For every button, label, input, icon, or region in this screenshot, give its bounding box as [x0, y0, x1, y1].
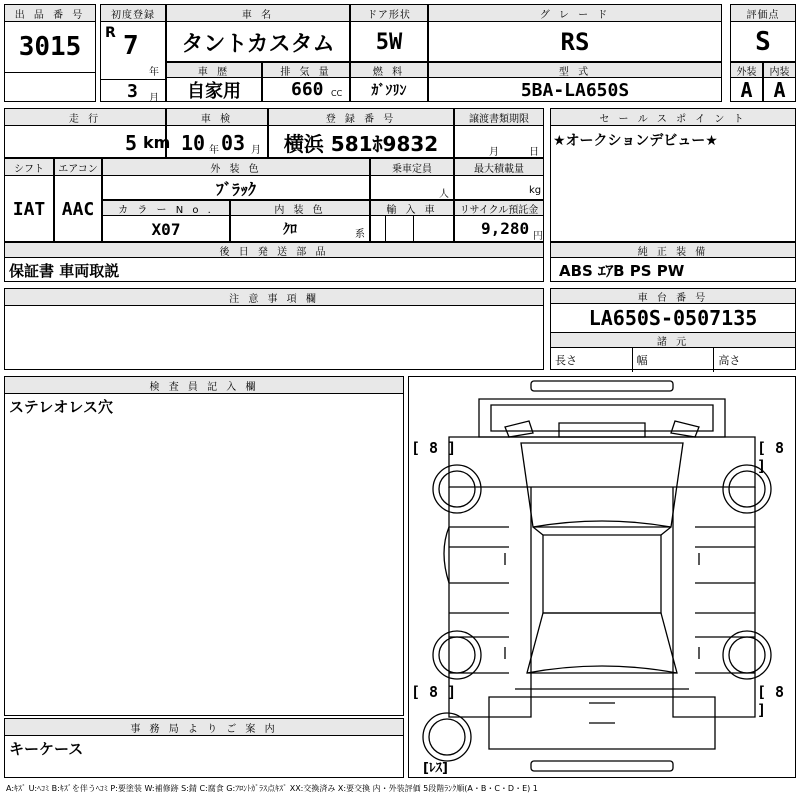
parts-label: 後 日 発 送 部 品 — [5, 243, 543, 258]
parts-box — [4, 242, 544, 282]
sales-point: ★オークションデビュー★ — [553, 133, 718, 149]
inspection-label: 車 検 — [167, 109, 267, 126]
history: 自家用 — [187, 81, 241, 102]
inspection-year: 10 — [181, 131, 206, 155]
office-notes: キーケース — [9, 740, 84, 758]
spare-tire-label: [ﾚｽ] — [423, 761, 448, 776]
exterior-box — [730, 62, 763, 102]
max-load-label: 最大積載量 — [455, 159, 543, 176]
legend: A:ｷｽﾞ U:ﾍｺﾐ B:ｷｽﾞを伴うﾍｺﾐ P:要塗装 W:補修跡 S:錆 C:腐食 G:ﾌﾛﾝﾄｶﾞﾗｽ点ｷｽﾞ XX:交換済み X:要交換 内・外装評価 5段階ﾗﾝｸ順(A・B・C・D・E) 1 — [6, 784, 538, 793]
interior-box — [763, 62, 796, 102]
air-conditioner: AAC — [61, 198, 95, 220]
chassis-label: 車 台 番 号 — [551, 289, 795, 304]
inspection-month-unit: 月 — [251, 145, 261, 156]
door-box — [350, 4, 428, 62]
fuel: ｶﾞｿﾘﾝ — [371, 83, 407, 99]
max-load-unit: kg — [529, 185, 542, 196]
registration-label: 登 録 番 号 — [269, 109, 453, 126]
import-box — [370, 200, 454, 242]
capacity-box — [370, 158, 454, 200]
inspector-label: 検 査 員 記 入 欄 — [5, 377, 403, 394]
mileage-label: 走 行 — [5, 109, 165, 126]
interior-color-label: 内 装 色 — [231, 201, 369, 216]
chassis-number: LA650S-0507135 — [588, 306, 758, 330]
grade-box — [428, 4, 722, 62]
exterior-color: ﾌﾞﾗｯｸ — [215, 179, 256, 199]
interior-label: 内装 — [764, 63, 795, 78]
interior-color-unit: 系 — [355, 229, 365, 240]
equipment-box — [550, 242, 796, 282]
lot-number-label: 出 品 番 号 — [5, 5, 95, 22]
tire-label-rear-left: [ 8 ] — [411, 683, 457, 701]
model: 5BA-LA650S — [520, 79, 630, 101]
interior-grade: A — [773, 78, 786, 102]
equipment-label: 純 正 装 備 — [551, 243, 795, 258]
exterior-color-box — [102, 158, 370, 200]
inspection-year-unit: 年 — [209, 145, 219, 156]
chassis-box — [550, 288, 796, 370]
year-unit: 年 — [149, 67, 159, 78]
transfer-box — [454, 108, 544, 158]
exterior-grade: A — [740, 78, 753, 102]
car-name-label: 車 名 — [167, 5, 349, 22]
grade-label: グ レ ー ド — [429, 5, 721, 22]
inspector-box — [4, 376, 404, 716]
grade: RS — [560, 28, 590, 56]
parts-to-ship: 保証書 車両取説 — [9, 262, 120, 280]
color-no-label: カ ラ ー N o . — [103, 201, 229, 216]
height-label: 高さ — [718, 354, 741, 367]
exterior-color-label: 外 装 色 — [103, 159, 369, 176]
sales-point-label: セ ー ル ス ポ イ ン ト — [551, 109, 795, 126]
transfer-month-unit: 月 — [489, 147, 499, 158]
month-unit: 月 — [149, 93, 159, 104]
lot-number-box — [4, 4, 96, 102]
inspector-notes: ステレオレス穴 — [9, 398, 113, 416]
color-number: X07 — [151, 219, 181, 239]
equipment: ABS ｴｱB PS PW — [559, 262, 685, 280]
color-no-box — [102, 200, 230, 242]
tire-label-rear-right: [ 8 ] — [757, 683, 785, 719]
tire-label-front-left: [ 8 ] — [411, 439, 457, 457]
displacement-box — [262, 62, 350, 102]
score-box — [730, 4, 796, 62]
displacement-unit: CC — [331, 89, 343, 98]
score-label: 評価点 — [731, 5, 795, 22]
length-label: 長さ — [551, 348, 633, 372]
shift: IAT — [12, 198, 46, 220]
transfer-day-unit: 日 — [529, 147, 539, 158]
fuel-box — [350, 62, 428, 102]
car-name-box — [166, 4, 350, 62]
history-box — [166, 62, 262, 102]
shift-box — [4, 158, 54, 242]
history-label: 車 歴 — [167, 63, 261, 78]
width-label: 幅 — [633, 348, 715, 372]
capacity-label: 乗車定員 — [371, 159, 453, 176]
car-diagram-svg — [409, 377, 795, 777]
tire-label-front-right: [ 8 ] — [757, 439, 785, 475]
inspection-box — [166, 108, 268, 158]
ac-label: エアコン — [55, 159, 101, 176]
max-load-box — [454, 158, 544, 200]
shift-label: シフト — [5, 159, 53, 176]
capacity-unit: 人 — [439, 189, 449, 200]
first-registration-month: 3 — [127, 81, 138, 102]
first-registration-box — [100, 4, 166, 102]
car-name: タントカスタム — [181, 31, 335, 57]
recycle-unit: 円 — [533, 231, 543, 242]
notes-label: 注 意 事 項 欄 — [5, 289, 543, 306]
mileage-unit: km — [143, 133, 171, 152]
model-box — [428, 62, 722, 102]
inspection-month: 03 — [221, 131, 246, 155]
displacement-label: 排 気 量 — [263, 63, 349, 78]
exterior-label: 外装 — [731, 63, 762, 78]
interior-color-box — [230, 200, 370, 242]
registration-box — [268, 108, 454, 158]
office-label: 事 務 局 よ り ご 案 内 — [5, 719, 403, 736]
office-box — [4, 718, 404, 778]
interior-color: ｸﾛ — [283, 222, 297, 238]
mileage: 5 — [125, 131, 138, 155]
door-label: ドア形状 — [351, 5, 427, 22]
era: R — [105, 25, 116, 41]
first-registration-year: 7 — [123, 31, 139, 61]
recycle-box — [454, 200, 544, 242]
displacement: 660 — [291, 79, 324, 100]
ac-box — [54, 158, 102, 242]
recycle-deposit: 9,280 — [481, 219, 530, 238]
mileage-box — [4, 108, 171, 158]
fuel-label: 燃 料 — [351, 63, 427, 78]
specs-label: 諸 元 — [551, 332, 795, 348]
lot-number: 3015 — [18, 32, 82, 62]
sales-point-box — [550, 108, 796, 242]
import-label: 輸 入 車 — [371, 201, 453, 216]
recycle-label: リサイクル預託金 — [455, 201, 543, 216]
car-diagram — [408, 376, 796, 778]
registration-number: 横浜 581ﾎ9832 — [283, 131, 439, 156]
transfer-label: 譲渡書類期限 — [455, 109, 543, 126]
door-type: 5W — [375, 29, 403, 55]
score: S — [755, 27, 771, 57]
notes-box — [4, 288, 544, 370]
model-label: 型 式 — [429, 63, 721, 78]
first-registration-label: 初度登録 — [101, 5, 165, 22]
